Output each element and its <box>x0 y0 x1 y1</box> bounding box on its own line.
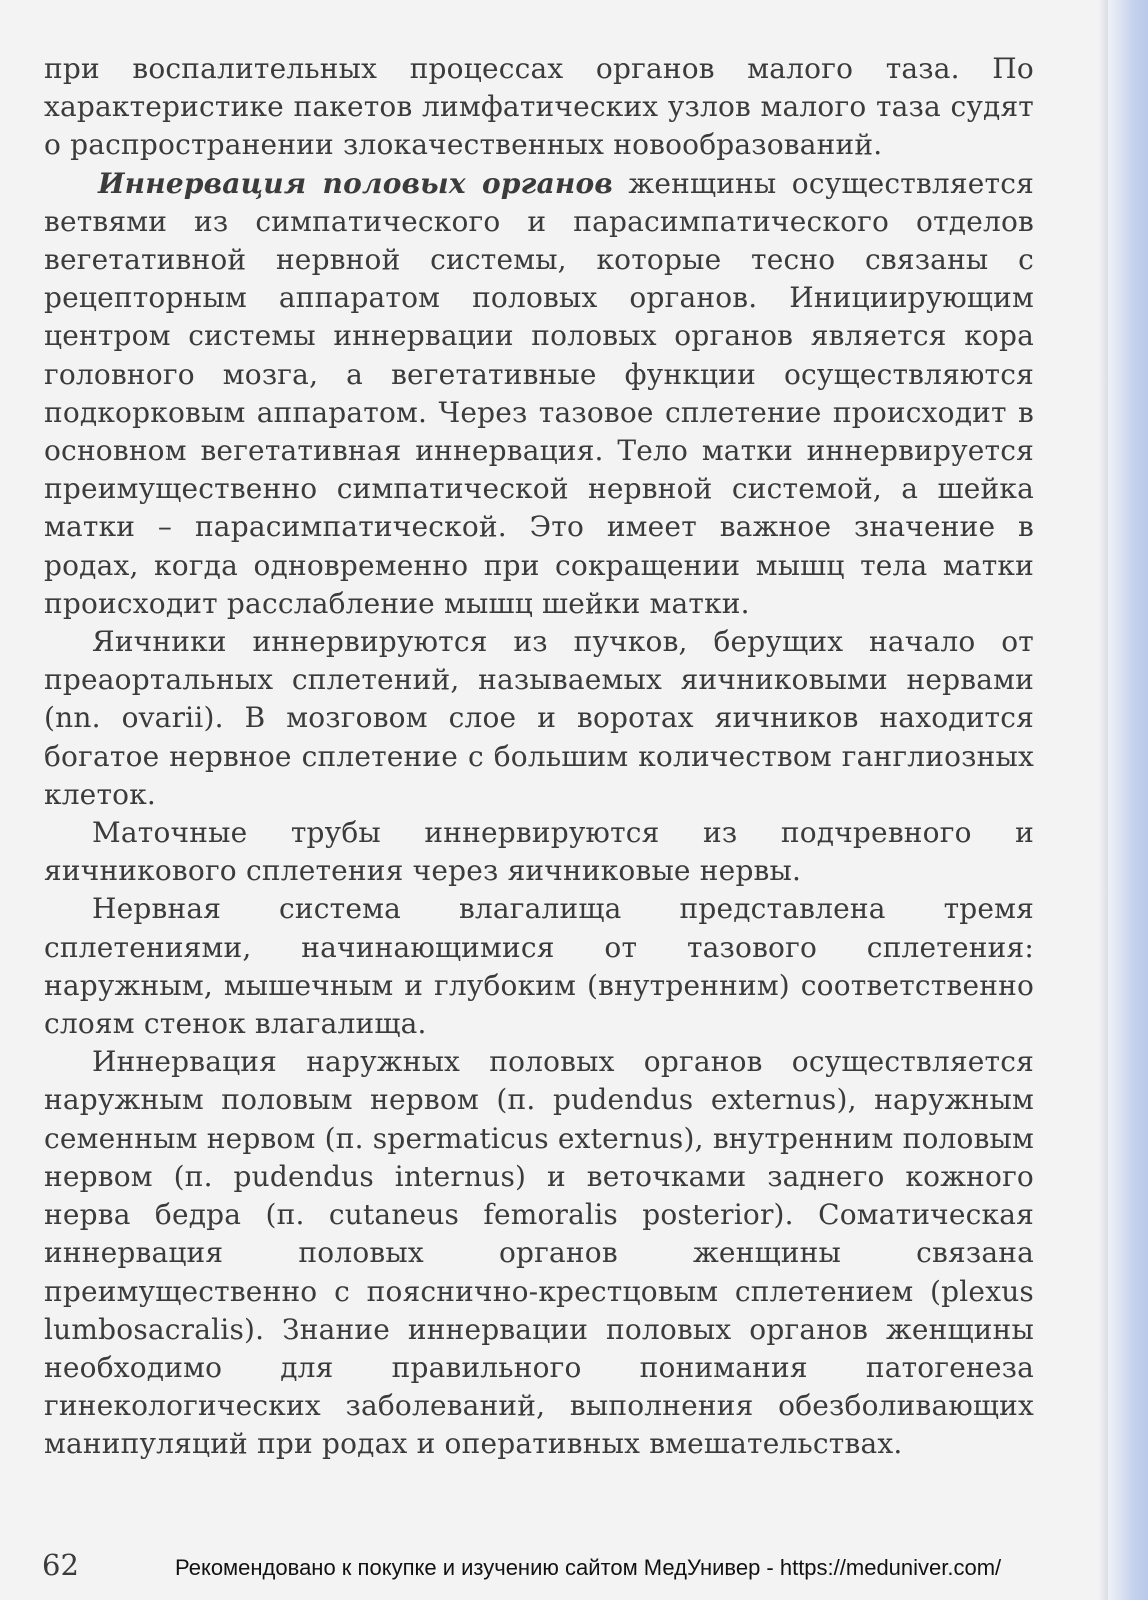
page-edge <box>1108 0 1148 1600</box>
paragraph-2 <box>44 165 1034 623</box>
paragraph-2-heading: Иннервация половых органов <box>98 166 613 200</box>
page-edge-shadow <box>1098 0 1108 1600</box>
page-number: 62 <box>42 1548 79 1582</box>
paragraph-5: Нервная система влагалища представлена тремя сплетениями, начинающимися от тазового сплетения: наружным, мышечным и глубоким (внутренним) соответственно слоям стенок влагалища. <box>44 892 1034 1041</box>
paragraph-3: Яичники иннервируются из пучков, берущих начало от преаортальных сплетений, называемых яичниковыми нервами (nn. ovarii). В мозговом слое и воротах яичников находится богатое нервное сплетение с большим количеством ганглиозных клеток. <box>44 625 1034 811</box>
paragraph-6: Иннервация наружных половых органов осуществляется наружным половым нервом (п. pudendus externus), наружным семенным нервом (п. spermaticus externus), внутренним половым нервом (п. pudendus internus) и веточками заднего кожного нерва бедра (п. cutaneus femoralis posterior). Соматическая иннервация половых органов женщины связана преимущественно с пояснично-крестцовым сплетением (plexus lumbosacralis). Знание иннервации половых органов женщины необходимо для правильного понимания патогенеза гинекологических заболеваний, выполнения обезболивающих манипуляций при родах и оперативных вмешательствах. <box>44 1045 1034 1461</box>
paragraph-4: Маточные трубы иннервируются из подчревного и яичникового сплетения через яичниковые нервы. <box>44 816 1034 888</box>
paragraph-1: при воспалительных процессах органов малого таза. По характеристике пакетов лимфатических узлов малого таза судят о распространении злокачественных новообразований. <box>44 52 1034 162</box>
paragraph-2-text: женщины осуществляется ветвями из симпатического и парасимпатического отделов вегетативной нервной системы, которые тесно связаны с рецепторным аппаратом половых органов. Инициирующим центром системы иннервации половых органов является кора головного мозга, а вегетативные функции осуществляются подкорковым аппаратом. Через тазовое сплетение происходит в основном вегетативная иннервация. Тело матки иннервируется преимущественно симпатической нервной системой, а шейка матки – парасимпатической. Это имеет важное значение в родах, когда одновременно при сокращении мышц тела матки происходит расслабление мышц шейки матки. <box>44 166 1034 620</box>
body-text <box>44 50 1034 1464</box>
footer-recommendation: Рекомендовано к покупке и изучению сайтом МедУнивер - https://meduniver.com/ <box>175 1555 1002 1580</box>
